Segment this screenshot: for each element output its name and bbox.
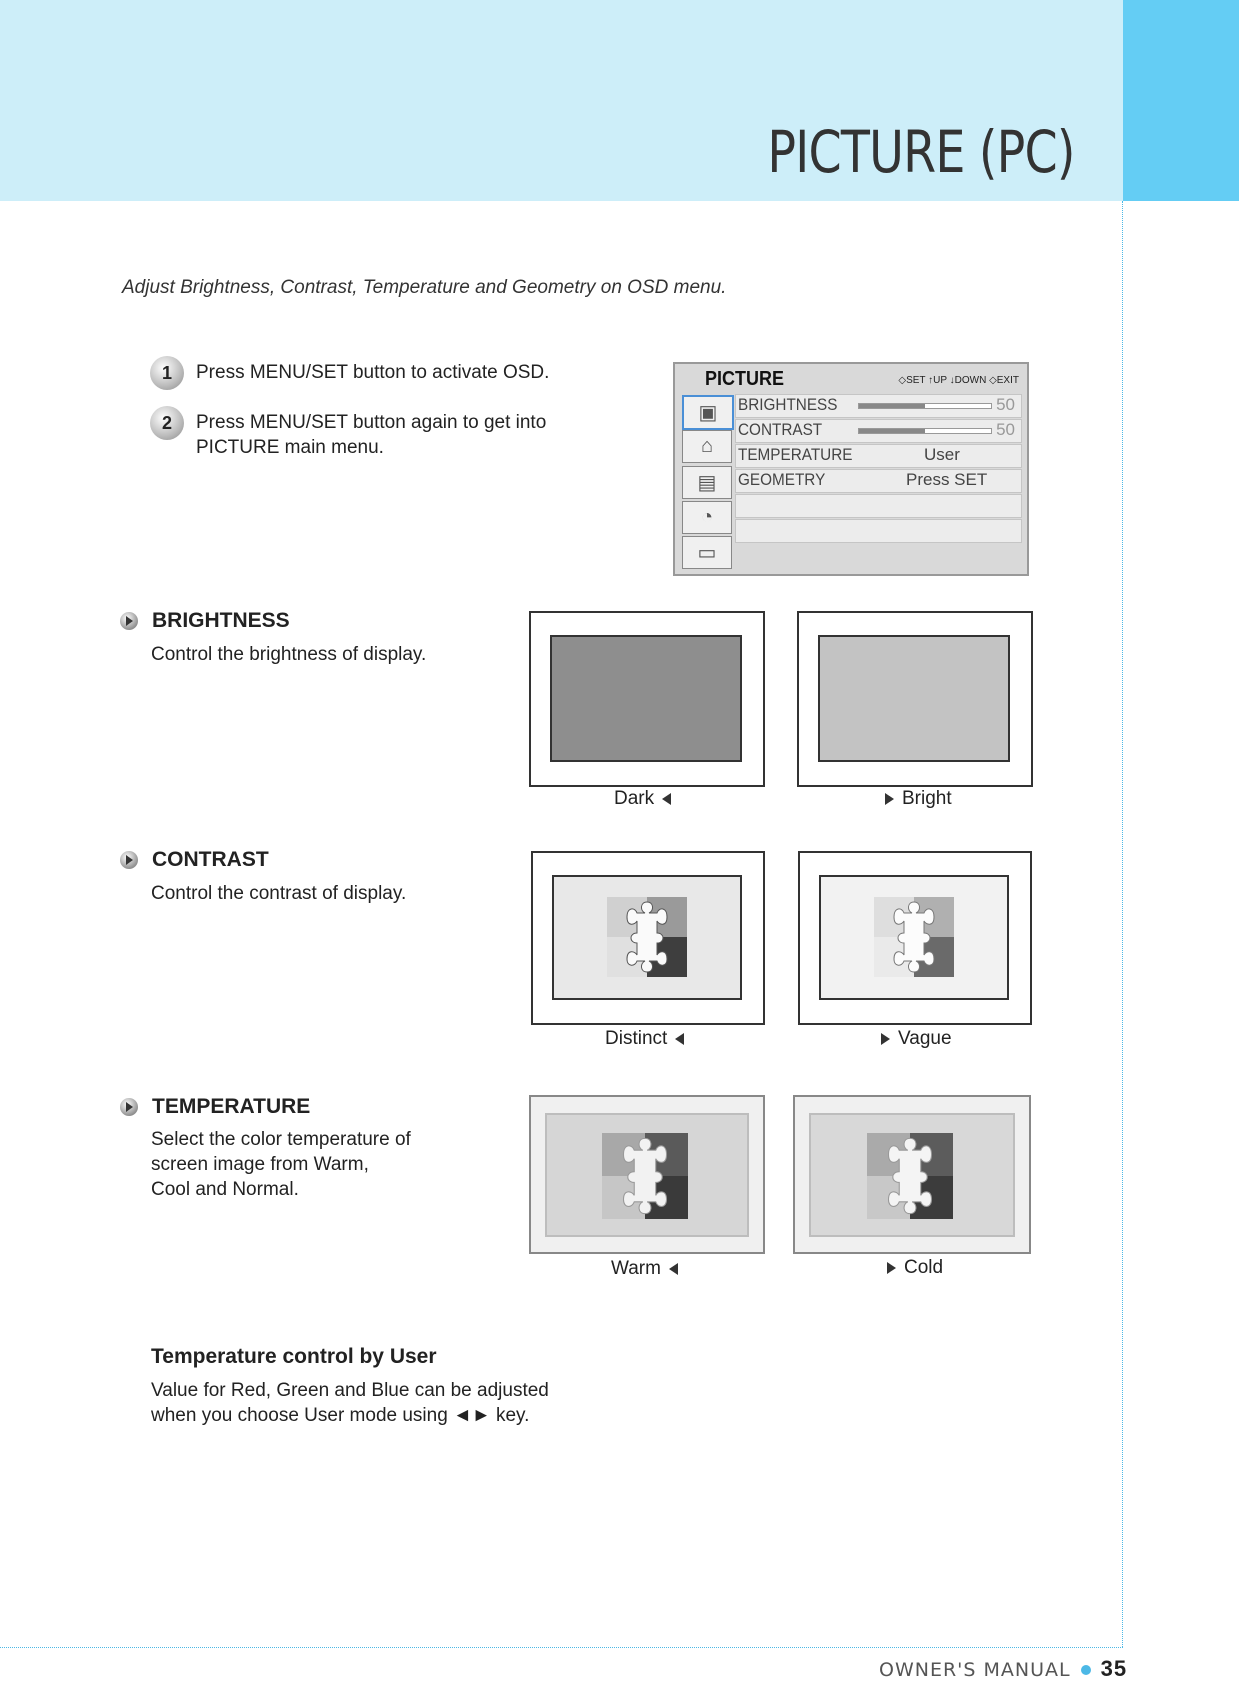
warm-screen-illustration	[529, 1095, 765, 1254]
bullet-icon	[120, 1098, 138, 1116]
vague-screen-illustration	[798, 851, 1032, 1025]
bullet-icon	[120, 851, 138, 869]
disk-icon: ▤	[682, 466, 732, 499]
text-line: when you choose User mode using ◄► key.	[151, 1405, 530, 1426]
page-title: PICTURE (PC)	[767, 118, 1075, 186]
arrow-left-icon	[662, 793, 671, 805]
footer-dot-icon	[1081, 1665, 1091, 1675]
caption-text: Distinct	[605, 1028, 668, 1049]
user-temp-text	[151, 1378, 549, 1428]
caption-distinct	[605, 1028, 684, 1050]
page-number: 35	[1100, 1656, 1128, 1681]
arrow-right-icon	[881, 1033, 890, 1045]
puzzle-image	[867, 1133, 953, 1219]
clock-icon: ◔	[682, 501, 732, 534]
margin-rule-vertical	[1122, 201, 1123, 1647]
step-2	[150, 410, 556, 460]
section-text-brightness: Control the brightness of display.	[151, 644, 427, 665]
text-line: screen image from Warm,	[151, 1154, 369, 1175]
caption-text: Bright	[902, 788, 952, 809]
caption-text: Cold	[904, 1257, 944, 1278]
step-1	[150, 360, 556, 390]
caption-text: Vague	[898, 1028, 952, 1049]
section-heading-temperature	[120, 1095, 310, 1119]
step-number-badge: 2	[150, 406, 184, 440]
osd-row-geometry	[735, 469, 1022, 493]
step-text: Press MENU/SET button again to get into PICTURE main menu.	[196, 412, 547, 458]
step-text: Press MENU/SET button to activate OSD.	[196, 362, 550, 383]
screen-area	[809, 1113, 1015, 1237]
osd-row-temperature	[735, 444, 1022, 468]
margin-rule-horizontal	[0, 1647, 1123, 1648]
osd-row-value: 50	[996, 395, 1015, 414]
section-text-contrast: Control the contrast of display.	[151, 883, 407, 904]
osd-row-label: TEMPERATURE	[738, 445, 853, 464]
dark-screen-illustration	[529, 611, 765, 787]
screen-area	[818, 635, 1010, 762]
osd-row-brightness	[735, 394, 1022, 418]
osd-row-label: BRIGHTNESS	[738, 395, 838, 414]
arrow-right-icon	[885, 793, 894, 805]
picture-icon: ▣	[682, 395, 734, 430]
osd-menu-screenshot	[673, 362, 1029, 576]
heading-text: BRIGHTNESS	[152, 609, 290, 632]
text-line: Select the color temperature of	[151, 1129, 411, 1150]
screen-area	[552, 875, 742, 1000]
caption-text: Dark	[614, 788, 655, 809]
puzzle-image	[602, 1133, 688, 1219]
slider-fill	[859, 404, 925, 408]
arrow-right-icon	[887, 1262, 896, 1274]
caption-text: Warm	[611, 1258, 661, 1279]
osd-row-value: Press SET	[906, 470, 988, 489]
footer-label: OWNER'S MANUAL	[879, 1659, 1071, 1681]
section-heading-brightness	[120, 609, 290, 633]
osd-row-empty	[735, 494, 1022, 518]
section-heading-contrast	[120, 848, 269, 872]
caption-vague	[881, 1028, 952, 1050]
caption-warm	[611, 1258, 678, 1280]
text-line: Cool and Normal.	[151, 1179, 299, 1200]
user-temp-heading: Temperature control by User	[151, 1345, 437, 1368]
monitor-icon: ⌂	[682, 430, 732, 463]
text-line: Value for Red, Green and Blue can be adjusted	[151, 1380, 549, 1401]
brightness-slider	[858, 403, 992, 409]
screen-area	[545, 1113, 749, 1237]
bright-screen-illustration	[797, 611, 1033, 787]
intro-text: Adjust Brightness, Contrast, Temperature and Geometry on OSD menu.	[122, 277, 727, 298]
cold-screen-illustration	[793, 1095, 1031, 1254]
heading-text: TEMPERATURE	[152, 1095, 311, 1118]
footer	[879, 1656, 1127, 1682]
arrow-left-icon	[675, 1033, 684, 1045]
screen-area	[819, 875, 1009, 1000]
osd-row-empty	[735, 519, 1022, 543]
osd-row-label: CONTRAST	[738, 420, 823, 439]
caption-bright	[885, 788, 952, 810]
osd-row-label: GEOMETRY	[738, 470, 826, 489]
header-tab	[1123, 0, 1239, 201]
slider-fill	[859, 429, 925, 433]
puzzle-image	[874, 897, 954, 977]
puzzle-image	[607, 897, 687, 977]
step-number-badge: 1	[150, 356, 184, 390]
distinct-screen-illustration	[531, 851, 765, 1025]
contrast-slider	[858, 428, 992, 434]
section-text-temperature	[151, 1127, 411, 1202]
osd-row-value: 50	[996, 420, 1015, 439]
osd-key-help: ◇SET ↑UP ↓DOWN ◇EXIT	[898, 375, 1019, 386]
bullet-icon	[120, 612, 138, 630]
tv-icon: ▭	[682, 536, 732, 569]
osd-row-value: User	[924, 445, 960, 464]
arrow-left-icon	[669, 1263, 678, 1275]
osd-title: PICTURE	[705, 368, 785, 390]
osd-row-contrast	[735, 419, 1022, 443]
caption-cold	[887, 1257, 943, 1279]
caption-dark	[614, 788, 671, 810]
heading-text: CONTRAST	[152, 848, 269, 871]
screen-area	[550, 635, 742, 762]
